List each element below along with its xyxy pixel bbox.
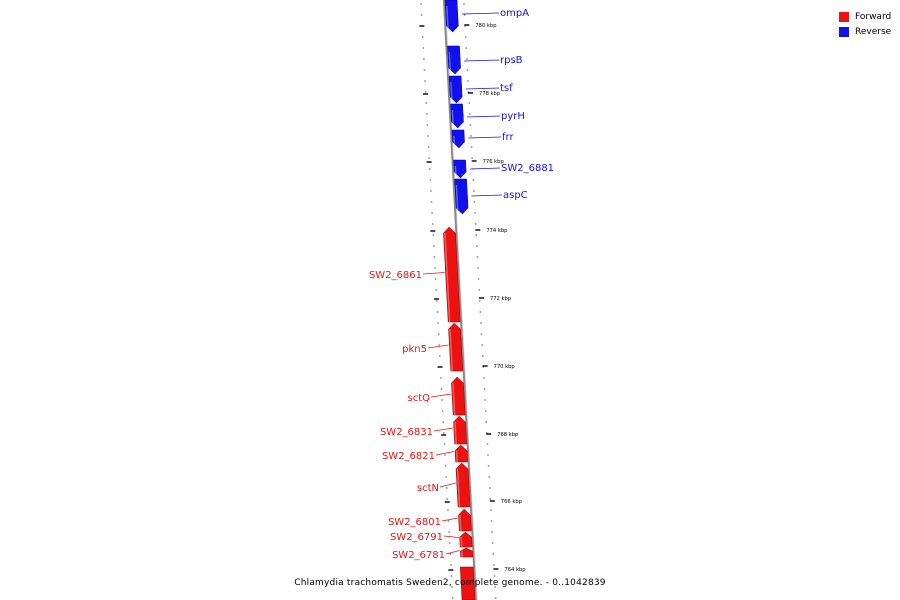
leader-line (423, 273, 445, 275)
gene-label-tsf: tsf (500, 83, 513, 94)
scale-label: 766 kbp (500, 499, 522, 505)
leader-line (436, 452, 454, 456)
gene-label-pyrh: pyrH (501, 111, 525, 122)
scale-label: 770 kbp (493, 364, 515, 370)
leader-line (440, 483, 456, 487)
leader-line (462, 13, 499, 14)
leader-line (428, 345, 449, 348)
scale-label: 774 kbp (486, 228, 508, 234)
scale-label: 772 kbp (489, 296, 512, 302)
gene-label-sctq: sctQ (407, 393, 430, 404)
gene-label-rpsb: rpsB (500, 55, 523, 66)
leader-line (464, 60, 499, 61)
gene-highlight (460, 515, 461, 531)
leader-line (466, 88, 499, 89)
forward-swatch (839, 12, 849, 22)
gene-label-sctn: sctN (416, 483, 439, 494)
genome-caption: Chlamydia trachomatis Sweden2, complete genome. - 0..1042839 (294, 578, 606, 588)
gene-label-sw2-6861: SW2_6861 (368, 270, 422, 281)
scale-label: 780 kbp (475, 23, 497, 29)
legend-item-forward (839, 9, 891, 24)
strand-legend (839, 9, 891, 39)
leader-line (434, 428, 453, 431)
gene-label-sw2-6791: SW2_6791 (389, 532, 443, 543)
gene-label-sw2-6781: SW2_6781 (391, 550, 445, 561)
legend-item-reverse (839, 24, 891, 39)
gene-label-sw2-6831: SW2_6831 (379, 427, 433, 438)
gene-label-sw2-6821: SW2_6821 (381, 451, 435, 462)
leader-line (467, 116, 500, 117)
scale-labels (464, 23, 526, 573)
gene-highlight (461, 537, 462, 547)
gene-highlight (454, 136, 455, 148)
leader-line (442, 518, 458, 521)
leader-line (471, 195, 502, 196)
legend-label-forward: Forward (855, 11, 892, 22)
leader-line (446, 551, 459, 555)
leader-line (468, 137, 501, 138)
legend-label-reverse: Reverse (855, 26, 892, 37)
gene-highlight (452, 110, 453, 128)
leader-line (444, 536, 459, 538)
gene-label-pkn5: pkn5 (402, 344, 427, 355)
leader-line (431, 394, 451, 397)
scale-label: 764 kbp (504, 567, 526, 573)
gene-label-ompa: ompA (500, 8, 530, 19)
scale-label: 768 kbp (497, 432, 519, 438)
gene-highlight (455, 166, 456, 178)
gene-label-sw2-6801: SW2_6801 (387, 517, 441, 528)
scale-label: 778 kbp (479, 91, 501, 97)
leader-line (470, 168, 500, 169)
gene-label-aspc: aspC (503, 190, 528, 201)
gene-label-frr: frr (502, 132, 514, 143)
gene-highlight (457, 451, 458, 462)
gene-label-sw2-6881: SW2_6881 (501, 163, 555, 174)
reverse-swatch (839, 27, 849, 37)
scale-label: 776 kbp (482, 159, 504, 165)
